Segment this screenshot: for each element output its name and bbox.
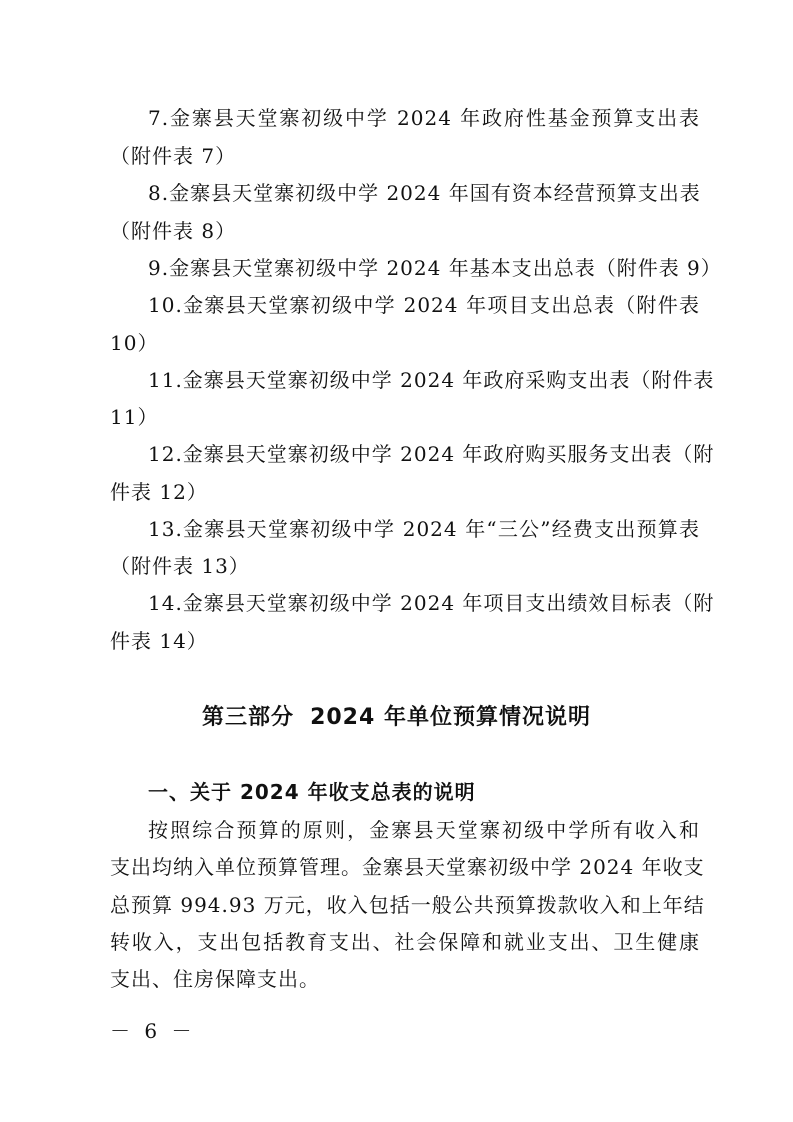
list-item-10-line2: 10） <box>110 331 159 355</box>
list-item-8-line1: 8.金寨县天堂寨初级中学 2024 年国有资本经营预算支出表 <box>148 181 701 205</box>
section-title-text: 2024 年单位预算情况说明 <box>310 705 591 730</box>
section-title <box>0 703 793 733</box>
section-title-part: 第三部分 <box>202 705 295 730</box>
paragraph-line-2: 支出均纳入单位预算管理。金寨县天堂寨初级中学 2024 年收支 <box>110 855 705 879</box>
list-item-13-line2: （附件表 13） <box>110 554 250 578</box>
list-item-12-line2: 件表 12） <box>110 480 208 504</box>
subheading: 一、关于 2024 年收支总表的说明 <box>148 780 476 804</box>
list-item-7-line1: 7.金寨县天堂寨初级中学 2024 年政府性基金预算支出表 <box>148 106 700 130</box>
list-item-9-line1: 9.金寨县天堂寨初级中学 2024 年基本支出总表（附件表 9） <box>148 256 722 280</box>
list-item-11-line1: 11.金寨县天堂寨初级中学 2024 年政府采购支出表（附件表 <box>148 368 715 392</box>
list-item-11-line2: 11） <box>110 405 159 429</box>
list-item-13-line1: 13.金寨县天堂寨初级中学 2024 年“三公”经费支出预算表 <box>148 517 700 541</box>
page-number: － 6 － <box>110 1019 196 1043</box>
list-item-10-line1: 10.金寨县天堂寨初级中学 2024 年项目支出总表（附件表 <box>148 293 700 317</box>
paragraph-line-5: 支出、住房保障支出。 <box>110 967 320 991</box>
list-item-12-line1: 12.金寨县天堂寨初级中学 2024 年政府购买服务支出表（附 <box>148 442 715 466</box>
list-item-8-line2: （附件表 8） <box>110 219 237 243</box>
paragraph-line-1: 按照综合预算的原则，金寨县天堂寨初级中学所有收入和 <box>148 818 700 842</box>
paragraph-line-3: 总预算 994.93 万元，收入包括一般公共预算拨款收入和上年结 <box>110 893 705 917</box>
list-item-14-line2: 件表 14） <box>110 629 208 653</box>
paragraph-line-4: 转收入，支出包括教育支出、社会保障和就业支出、卫生健康 <box>110 930 700 954</box>
list-item-7-line2: （附件表 7） <box>110 144 237 168</box>
list-item-14-line1: 14.金寨县天堂寨初级中学 2024 年项目支出绩效目标表（附 <box>148 591 715 615</box>
